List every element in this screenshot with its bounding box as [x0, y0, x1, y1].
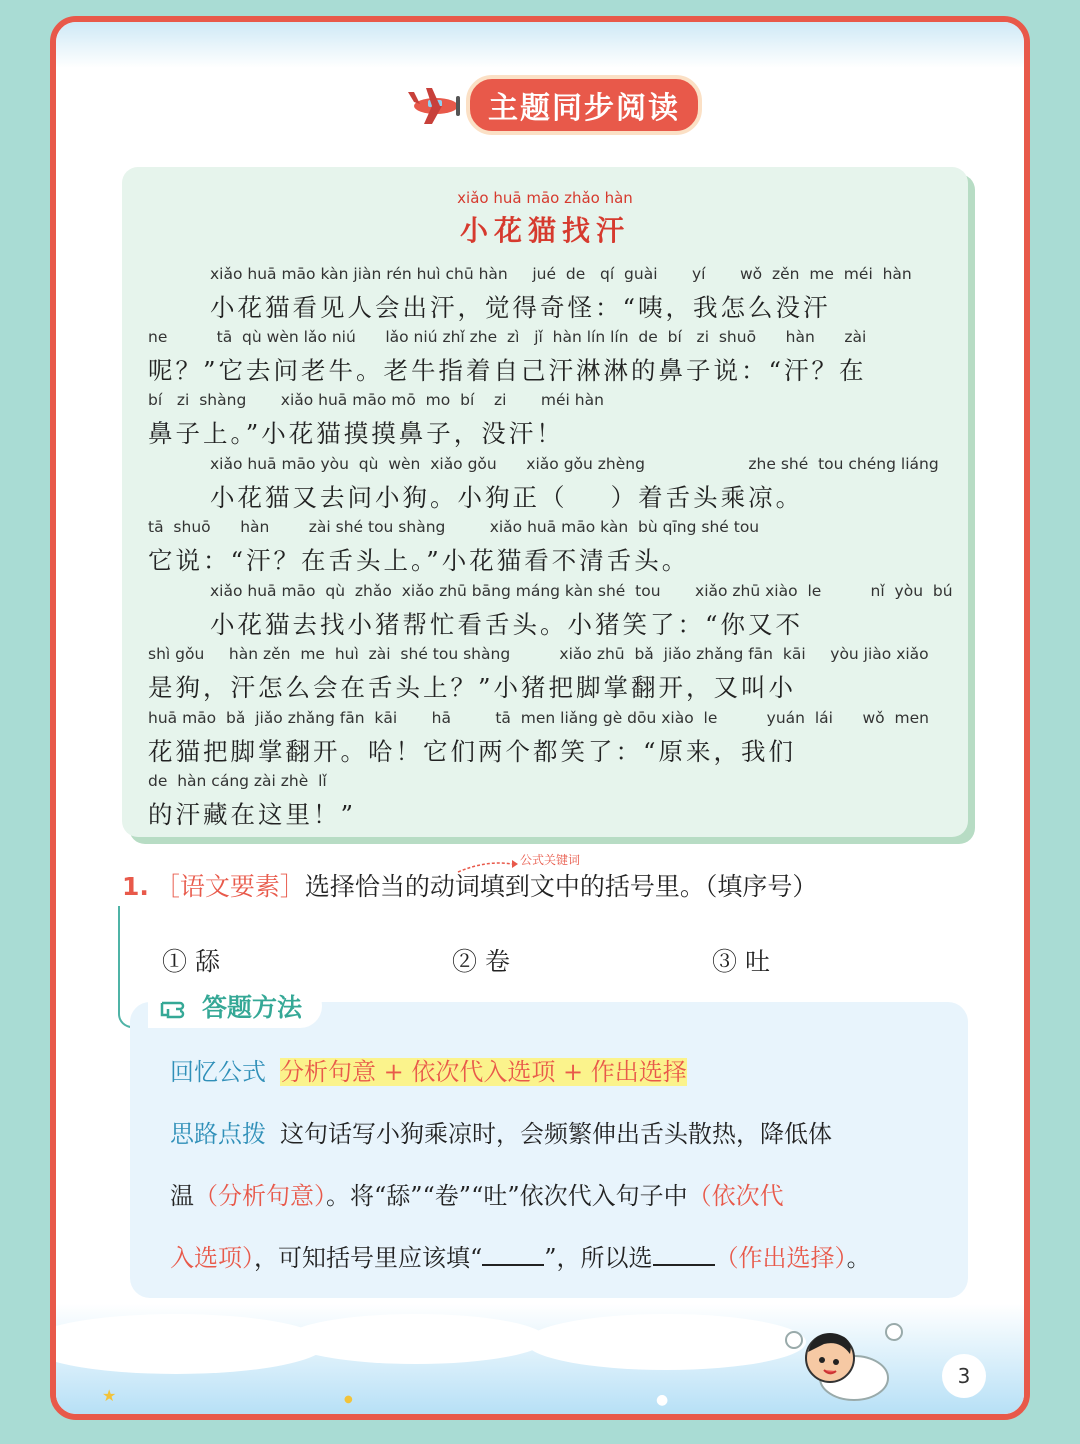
option-2: ② 卷: [452, 947, 510, 976]
pinyin-line: xiǎo huā māo qù zhǎo xiǎo zhū bāng máng kàn shé tou xiǎo zhū xiào le nǐ yòu bú: [210, 582, 953, 600]
answer-blank[interactable]: [482, 1244, 544, 1266]
pinyin-line: ne tā qù wèn lǎo niú lǎo niú zhǐ zhe zì jǐ hàn lín lín de bí zi shuō hàn zài: [148, 328, 867, 346]
keyword-note: 公式关键词: [520, 853, 581, 867]
cloud: [526, 1314, 806, 1370]
text-line: [122, 518, 968, 578]
text-line: [122, 582, 968, 642]
pinyin-line: tā shuō hàn zài shé tou shàng xiǎo huā māo kàn bù qīng shé tou: [148, 518, 760, 536]
hanzi-line: 呢？”它去问老牛。老牛指着自己汗淋淋的鼻子说：“汗？在: [148, 356, 867, 385]
hint-text: ，可知括号里应该填“: [254, 1244, 483, 1272]
airplane-icon: [402, 80, 464, 130]
hint-step: 入选项）: [170, 1244, 254, 1272]
pinyin-line: xiǎo huā māo yòu qù wèn xiǎo gǒu xiǎo gǒu zhèng zhe shé tou chéng liáng: [210, 455, 939, 473]
astronaut-kid-illustration: [784, 1318, 908, 1410]
hanzi-line: 小花猫又去问小狗。小狗正（ ）着舌头乘凉。: [210, 483, 804, 512]
star-icon: ●: [344, 1394, 353, 1405]
question-text: 选择恰当的动词填到文中的括号里。（填序号）: [304, 872, 818, 901]
text-line: [122, 391, 968, 451]
text-line: [122, 455, 968, 515]
question-1: [122, 867, 817, 903]
pinyin-line: xiǎo huā māo kàn jiàn rén huì chū hàn jué de qí guài yí wǒ zěn me méi hàn: [210, 265, 912, 283]
text-line: [122, 645, 968, 705]
cloud: [286, 1314, 546, 1364]
hint-step: （分析句意）: [194, 1182, 326, 1210]
tips-heading: [148, 984, 322, 1028]
hint-line-1: [170, 1114, 832, 1149]
story-card: [122, 167, 968, 837]
pointing-hand-icon: [158, 991, 198, 1021]
story-title-text: 小花猫找汗: [459, 214, 630, 247]
pinyin-line: huā māo bǎ jiǎo zhǎng fān kāi hā tā men liǎng gè dōu xiào le yuán lái wǒ men: [148, 709, 929, 727]
hanzi-line: 它说：“汗？在舌头上。”小花猫看不清舌头。: [148, 546, 690, 575]
option-1: ① 舔: [162, 947, 220, 976]
dot-icon: ●: [656, 1392, 669, 1408]
hanzi-line: 小花猫去找小猪帮忙看舌头。小猪笑了：“你又不: [210, 610, 804, 639]
question-tag: ［语文要素］: [154, 872, 305, 901]
hint-line-3: [170, 1238, 871, 1273]
star-icon: ★: [102, 1386, 117, 1405]
pinyin-line: shì gǒu hàn zěn me huì zài shé tou shàng xiǎo zhū bǎ jiǎo zhǎng fān kāi yòu jiào xiǎo: [148, 645, 929, 663]
hint-text: 。将“舔”“卷”“吐”依次代入句子中: [326, 1182, 688, 1210]
hanzi-line: 是狗，汗怎么会在舌头上？”小猪把脚掌翻开，又叫小: [148, 673, 797, 702]
section-title: [402, 80, 702, 130]
pinyin-line: de hàn cáng zài zhè lǐ: [148, 772, 327, 790]
text-line: [122, 772, 968, 832]
hint-line-2: [170, 1176, 784, 1211]
hint-step: （依次代: [687, 1182, 784, 1210]
hanzi-line: 花猫把脚掌翻开。哈！它们两个都笑了：“原来，我们: [148, 737, 797, 766]
option-3: ③ 吐: [712, 947, 770, 976]
hint-text: 这句话写小狗乘凉时，会频繁伸出舌头散热，降低体: [280, 1120, 832, 1148]
formula-label: 回忆公式: [170, 1058, 266, 1086]
page-number: 3: [942, 1354, 986, 1398]
tips-heading-text: 答题方法: [202, 993, 303, 1022]
pinyin-line: bí zi shàng xiǎo huā māo mō mo bí zi méi hàn: [148, 391, 604, 409]
hint-text: 温: [170, 1182, 194, 1210]
story-title: [122, 189, 968, 249]
hint-label: 思路点拨: [170, 1120, 266, 1148]
hanzi-line: 的汗藏在这里！”: [148, 800, 357, 829]
formula-text: 分析句意 + 依次代入选项 + 作出选择: [280, 1058, 687, 1086]
hanzi-line: 鼻子上。”小花猫摸摸鼻子，没汗！: [148, 419, 564, 448]
text-line: [122, 328, 968, 388]
hint-text: 。: [846, 1244, 871, 1272]
answer-blank[interactable]: [653, 1244, 715, 1266]
formula-line: [170, 1052, 687, 1087]
top-sky: [56, 22, 1024, 68]
page-title: 主题同步阅读: [466, 75, 702, 135]
story-title-pinyin: xiǎo huā māo zhǎo hàn: [457, 189, 633, 207]
hint-text: ”，所以选: [544, 1244, 653, 1272]
text-line: [122, 709, 968, 769]
text-line: [122, 265, 968, 325]
hanzi-line: 小花猫看见人会出汗，觉得奇怪：“咦，我怎么没汗: [210, 293, 831, 322]
hint-step: （作出选择）: [714, 1244, 847, 1272]
question-number: 1.: [122, 872, 149, 901]
page-frame: [50, 16, 1030, 1420]
